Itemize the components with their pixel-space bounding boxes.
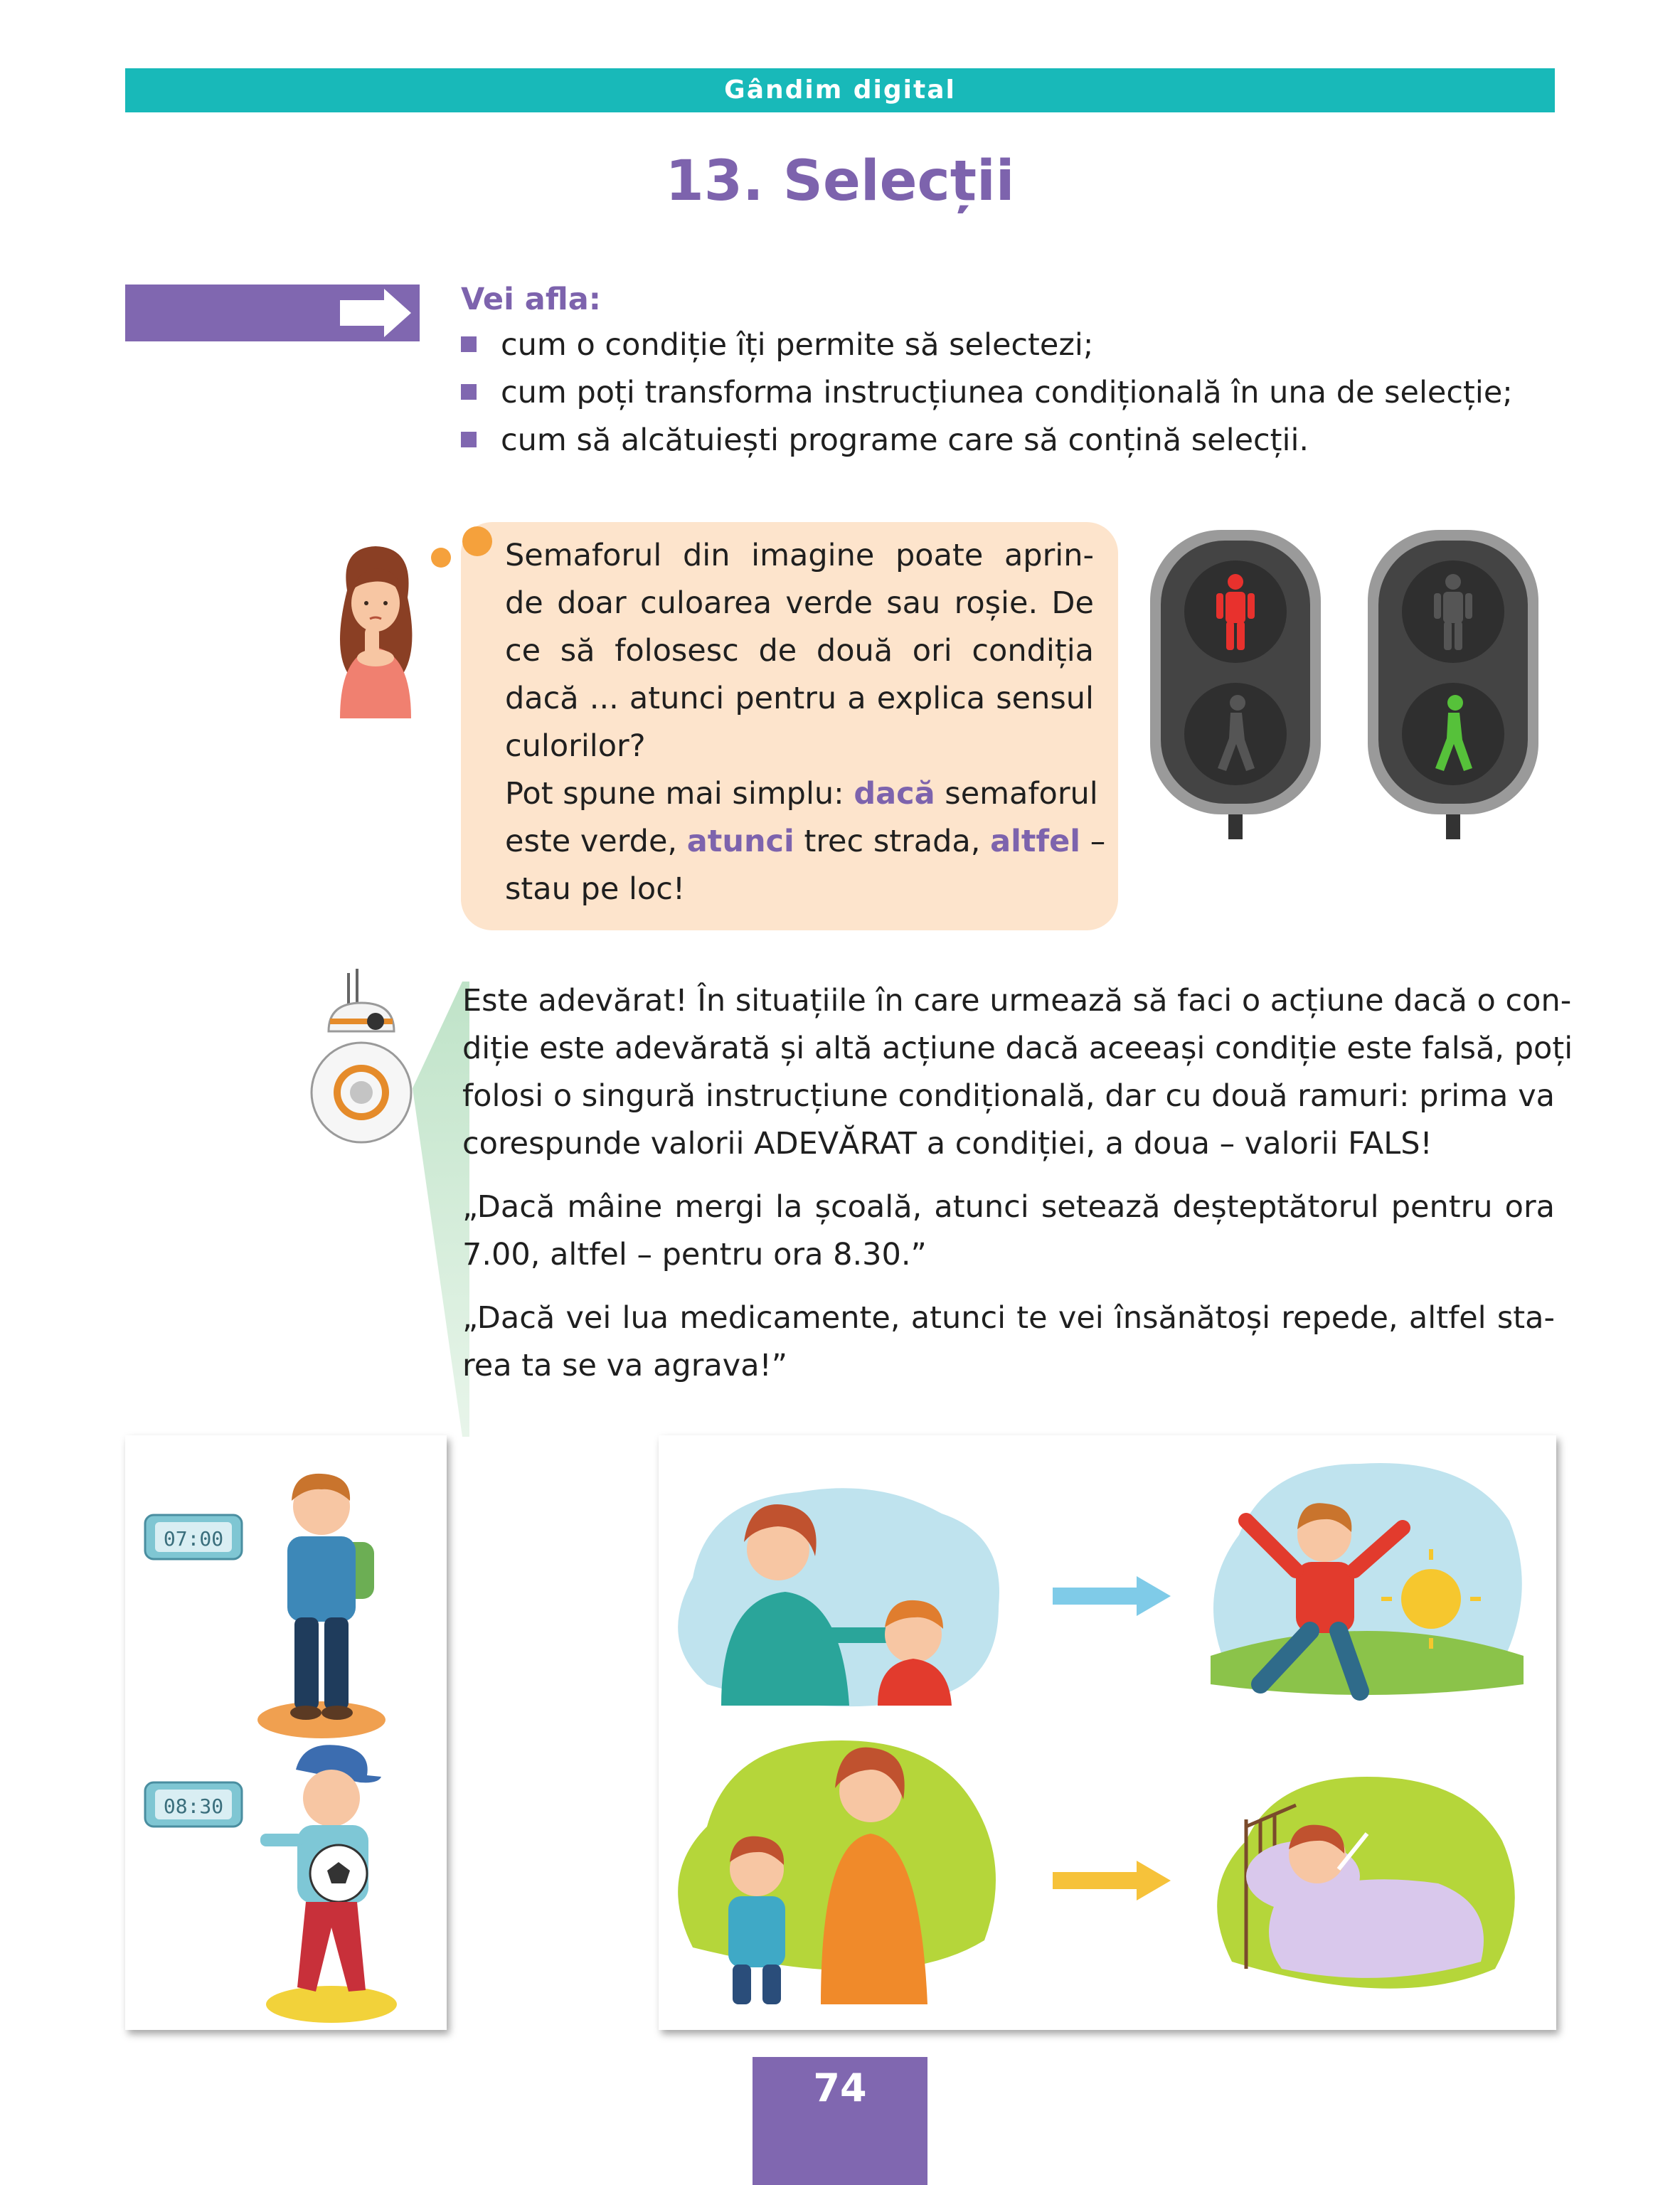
alarm-clock-icon: [144, 1514, 243, 1561]
schoolboy-illustration: [250, 1457, 393, 1741]
speech-dot-big: [462, 526, 492, 556]
example-line: „Dacă vei lua medicamente, atunci te vei însănătoși repede, altfel sta-: [462, 1300, 1555, 1336]
bullet-square-icon: [461, 384, 477, 400]
svg-text:07:00: 07:00: [163, 1527, 224, 1551]
page-number: 74: [753, 2057, 927, 2185]
boy-with-ball-illustration: [232, 1741, 417, 2026]
speech-line: Pot spune mai simplu: dacă semaforul: [505, 776, 1098, 812]
objective-item: cum poți transforma instrucțiunea condițională în una de selecție;: [461, 375, 1513, 410]
note-accent-wedge: [413, 982, 469, 1437]
page-title: 13. Selecții: [665, 149, 1015, 213]
svg-text:08:30: 08:30: [163, 1795, 224, 1818]
arrow-right-icon: [1053, 1859, 1174, 1902]
speech-line: de doar culoarea verde sau roșie. De: [505, 585, 1094, 621]
keyword-atunci: atunci: [686, 824, 794, 859]
speech-dot-small: [431, 548, 451, 568]
note-line: folosi o singură instrucțiune condițională, dar cu două ramuri: prima va: [462, 1078, 1555, 1114]
sick-boy-in-bed-illustration: [1196, 1763, 1531, 2011]
boy-refusing-medicine-illustration: [664, 1720, 1013, 2011]
bullet-square-icon: [461, 432, 477, 447]
medicine-example-panel: [659, 1435, 1556, 2030]
example-line: rea ta se va agrava!”: [462, 1348, 788, 1383]
alarm-example-panel: [125, 1435, 447, 2030]
note-line: diție este adevărată și altă acțiune dacă aceeași condiție este falsă, poți: [462, 1031, 1573, 1066]
speech-line: este verde, atunci trec strada, altfel –: [505, 824, 1106, 859]
keyword-daca: dacă: [854, 776, 935, 812]
arrow-right-icon: [1053, 1575, 1174, 1617]
objectives-heading: Vei afla:: [461, 282, 601, 317]
speech-line: culorilor?: [505, 728, 646, 764]
note-line: Este adevărat! În situațiile în care urmează să faci o acțiune dacă o con-: [462, 983, 1572, 1019]
thinking-girl-illustration: [326, 541, 425, 718]
keyword-altfel: altfel: [990, 824, 1081, 859]
traffic-light-red: [1147, 526, 1324, 839]
objective-item: cum să alcătuiești programe care să conțină selecții.: [461, 422, 1309, 458]
speech-line: ce să folosesc de două ori condiția: [505, 633, 1094, 669]
mother-giving-medicine-illustration: [664, 1471, 1013, 1720]
robot-mascot-illustration: [307, 966, 414, 1145]
example-line: 7.00, altfel – pentru ora 8.30.”: [462, 1237, 927, 1272]
example-line: „Dacă mâine mergi la școală, atunci setează deșteptătorul pentru ora: [462, 1189, 1555, 1225]
traffic-light-green: [1364, 526, 1542, 839]
bullet-square-icon: [461, 336, 477, 352]
speech-line: stau pe loc!: [505, 871, 686, 907]
alarm-clock-icon: [144, 1781, 243, 1828]
speech-line: dacă ... atunci pentru a explica sensul: [505, 681, 1094, 716]
objective-item: cum o condiție îți permite să selectezi;: [461, 327, 1093, 363]
note-line: corespunde valorii ADEVĂRAT a condiției, a doua – valorii FALS!: [462, 1126, 1432, 1161]
healthy-boy-illustration: [1196, 1450, 1538, 1734]
header-band: Gândim digital: [125, 68, 1555, 112]
arrow-right-icon: [320, 285, 420, 341]
speech-line: Semaforul din imagine poate aprin-: [505, 538, 1094, 573]
objectives-arrow-band: [125, 285, 420, 341]
